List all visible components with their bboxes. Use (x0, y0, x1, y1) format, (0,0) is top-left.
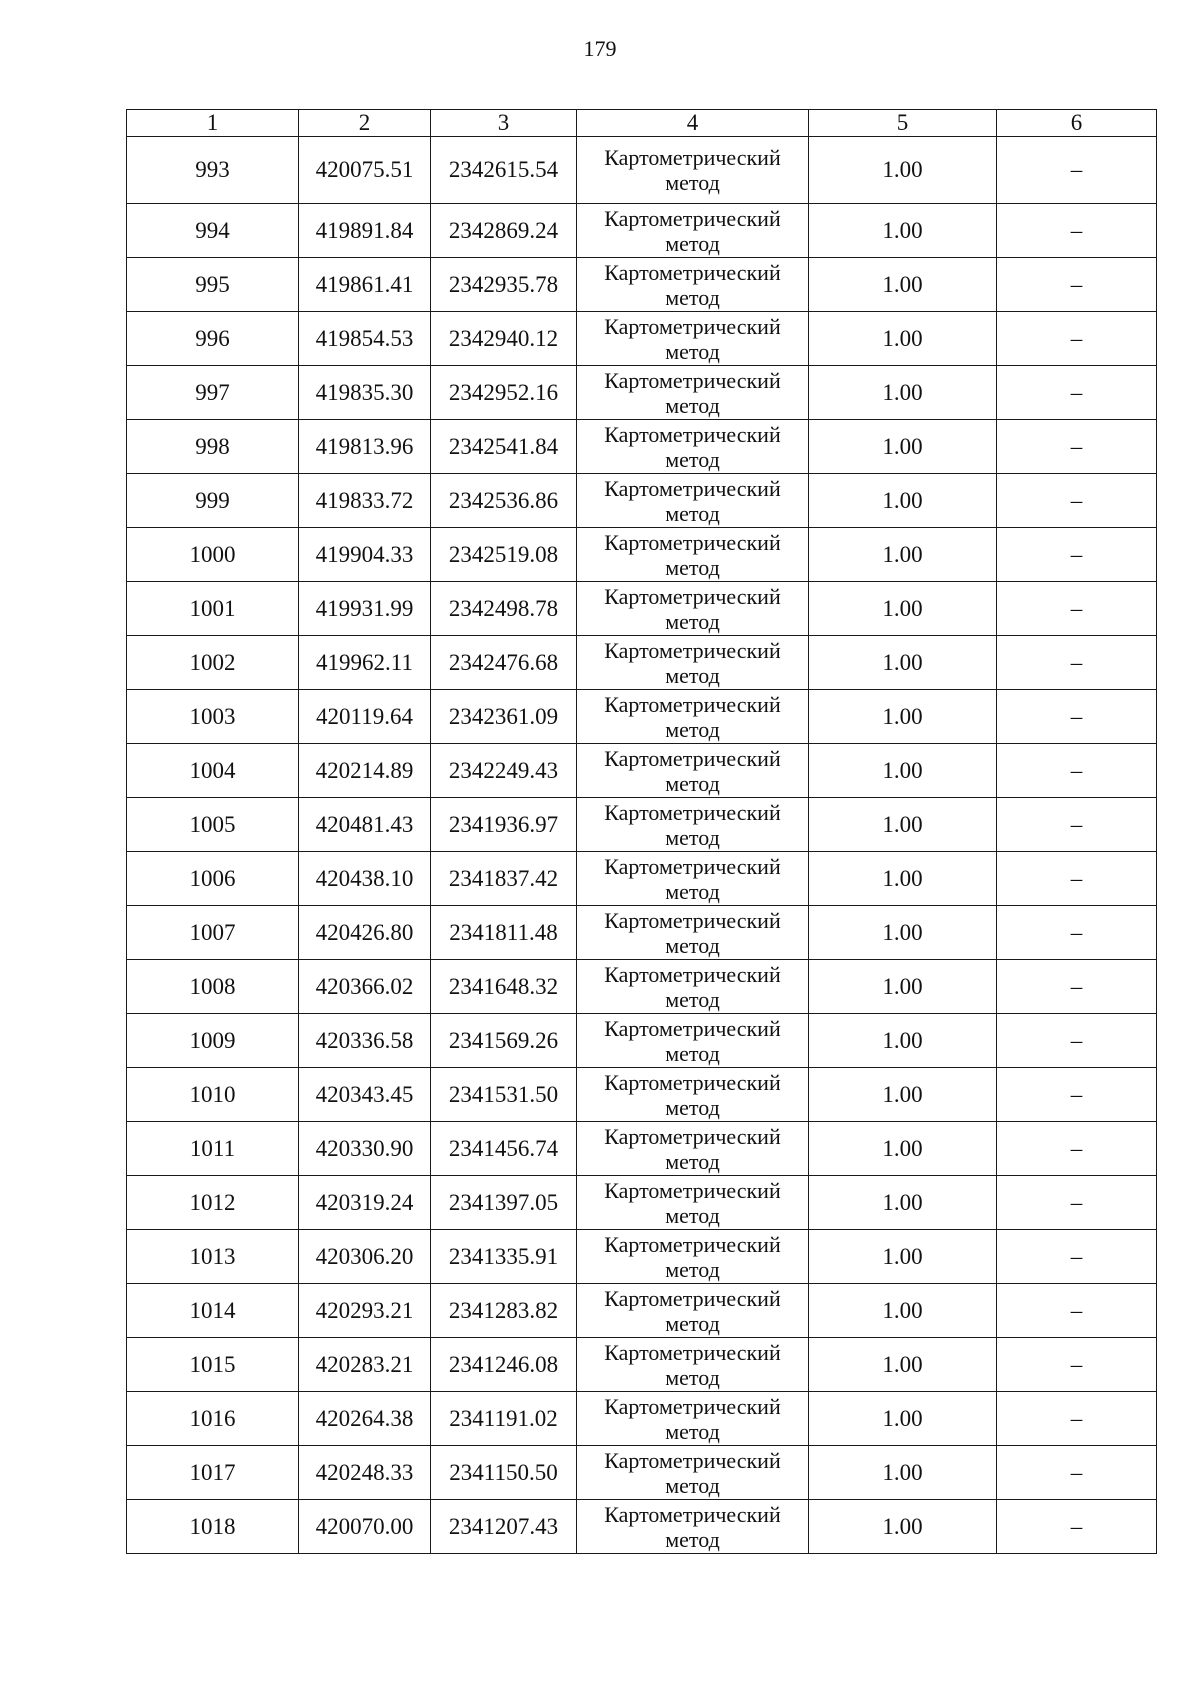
accuracy-cell: 1.00 (809, 528, 997, 582)
y-coordinate-cell: 2342519.08 (431, 528, 577, 582)
y-coordinate-cell: 2341207.43 (431, 1500, 577, 1554)
method-line-1: Картометрический (604, 259, 781, 285)
method-line-1: Картометрический (604, 313, 781, 339)
note-cell: – (997, 690, 1157, 744)
method-cell (577, 1500, 809, 1554)
note-cell: – (997, 1122, 1157, 1176)
x-coordinate-cell: 419861.41 (299, 258, 431, 312)
method-line-2: метод (665, 770, 720, 796)
point-number-cell: 1009 (127, 1014, 299, 1068)
accuracy-cell: 1.00 (809, 1338, 997, 1392)
y-coordinate-cell: 2341569.26 (431, 1014, 577, 1068)
header-col-2: 2 (299, 110, 431, 137)
method-line-2: метод (665, 1472, 720, 1498)
point-number-cell: 999 (127, 474, 299, 528)
table-row (127, 960, 1157, 1014)
method-line-2: метод (665, 1364, 720, 1390)
y-coordinate-cell: 2341150.50 (431, 1446, 577, 1500)
table-row (127, 690, 1157, 744)
table-row (127, 137, 1157, 204)
table-body (127, 137, 1157, 1554)
accuracy-cell: 1.00 (809, 1446, 997, 1500)
table-row (127, 852, 1157, 906)
note-cell: – (997, 1392, 1157, 1446)
method-cell (577, 1014, 809, 1068)
method-line-2: метод (665, 170, 720, 195)
method-line-1: Картометрический (604, 853, 781, 879)
table-row (127, 528, 1157, 582)
x-coordinate-cell: 420119.64 (299, 690, 431, 744)
y-coordinate-cell: 2342541.84 (431, 420, 577, 474)
point-number-cell: 1004 (127, 744, 299, 798)
note-cell: – (997, 1500, 1157, 1554)
accuracy-cell: 1.00 (809, 137, 997, 204)
method-line-2: метод (665, 878, 720, 904)
accuracy-cell: 1.00 (809, 1284, 997, 1338)
y-coordinate-cell: 2341456.74 (431, 1122, 577, 1176)
header-col-6: 6 (997, 110, 1157, 137)
y-coordinate-cell: 2341837.42 (431, 852, 577, 906)
method-line-2: метод (665, 1418, 720, 1444)
x-coordinate-cell: 419835.30 (299, 366, 431, 420)
method-line-1: Картометрический (604, 745, 781, 771)
method-line-2: метод (665, 716, 720, 742)
accuracy-cell: 1.00 (809, 798, 997, 852)
point-number-cell: 1011 (127, 1122, 299, 1176)
point-number-cell: 994 (127, 204, 299, 258)
accuracy-cell: 1.00 (809, 960, 997, 1014)
method-cell (577, 1284, 809, 1338)
method-line-1: Картометрический (604, 637, 781, 663)
page-number: 179 (583, 36, 617, 61)
method-line-2: метод (665, 608, 720, 634)
x-coordinate-cell: 420214.89 (299, 744, 431, 798)
method-line-1: Картометрический (604, 583, 781, 609)
coordinates-table (126, 109, 1157, 1554)
accuracy-cell: 1.00 (809, 636, 997, 690)
method-line-2: метод (665, 284, 720, 310)
point-number-cell: 1001 (127, 582, 299, 636)
x-coordinate-cell: 420336.58 (299, 1014, 431, 1068)
x-coordinate-cell: 420319.24 (299, 1176, 431, 1230)
method-cell (577, 258, 809, 312)
point-number-cell: 996 (127, 312, 299, 366)
table-row (127, 582, 1157, 636)
table-row (127, 798, 1157, 852)
method-line-1: Картометрический (604, 1393, 781, 1419)
x-coordinate-cell: 420343.45 (299, 1068, 431, 1122)
method-line-1: Картометрический (604, 1339, 781, 1365)
method-line-1: Картометрический (604, 367, 781, 393)
point-number-cell: 1013 (127, 1230, 299, 1284)
accuracy-cell: 1.00 (809, 582, 997, 636)
method-line-2: метод (665, 1526, 720, 1552)
y-coordinate-cell: 2341283.82 (431, 1284, 577, 1338)
method-line-1: Картометрический (604, 961, 781, 987)
method-cell (577, 312, 809, 366)
y-coordinate-cell: 2341531.50 (431, 1068, 577, 1122)
accuracy-cell: 1.00 (809, 852, 997, 906)
x-coordinate-cell: 419854.53 (299, 312, 431, 366)
note-cell: – (997, 960, 1157, 1014)
method-line-2: метод (665, 1256, 720, 1282)
note-cell: – (997, 528, 1157, 582)
method-line-2: метод (665, 1094, 720, 1120)
accuracy-cell: 1.00 (809, 366, 997, 420)
point-number-cell: 1000 (127, 528, 299, 582)
method-cell (577, 1446, 809, 1500)
header-col-5: 5 (809, 110, 997, 137)
method-cell (577, 204, 809, 258)
table-row (127, 1446, 1157, 1500)
method-cell (577, 474, 809, 528)
table-row (127, 1500, 1157, 1554)
method-line-1: Картометрический (604, 145, 781, 170)
table-row (127, 258, 1157, 312)
y-coordinate-cell: 2341397.05 (431, 1176, 577, 1230)
x-coordinate-cell: 420070.00 (299, 1500, 431, 1554)
x-coordinate-cell: 420426.80 (299, 906, 431, 960)
x-coordinate-cell: 420264.38 (299, 1392, 431, 1446)
x-coordinate-cell: 420075.51 (299, 137, 431, 204)
method-line-1: Картометрический (604, 1069, 781, 1095)
accuracy-cell: 1.00 (809, 690, 997, 744)
x-coordinate-cell: 419931.99 (299, 582, 431, 636)
note-cell: – (997, 744, 1157, 798)
method-line-2: метод (665, 932, 720, 958)
method-line-2: метод (665, 446, 720, 472)
header-col-1: 1 (127, 110, 299, 137)
method-line-2: метод (665, 554, 720, 580)
table-row (127, 1284, 1157, 1338)
x-coordinate-cell: 420293.21 (299, 1284, 431, 1338)
x-coordinate-cell: 420481.43 (299, 798, 431, 852)
note-cell: – (997, 1014, 1157, 1068)
point-number-cell: 998 (127, 420, 299, 474)
point-number-cell: 1008 (127, 960, 299, 1014)
method-line-2: метод (665, 1202, 720, 1228)
y-coordinate-cell: 2342476.68 (431, 636, 577, 690)
note-cell: – (997, 1338, 1157, 1392)
y-coordinate-cell: 2342615.54 (431, 137, 577, 204)
method-cell (577, 1338, 809, 1392)
header-row (127, 110, 1157, 137)
method-line-1: Картометрический (604, 1015, 781, 1041)
note-cell: – (997, 312, 1157, 366)
point-number-cell: 1015 (127, 1338, 299, 1392)
note-cell: – (997, 582, 1157, 636)
note-cell: – (997, 420, 1157, 474)
point-number-cell: 1017 (127, 1446, 299, 1500)
method-line-2: метод (665, 500, 720, 526)
method-cell (577, 1230, 809, 1284)
method-line-1: Картометрический (604, 1285, 781, 1311)
note-cell: – (997, 852, 1157, 906)
table-row (127, 1230, 1157, 1284)
table-row (127, 1014, 1157, 1068)
point-number-cell: 1010 (127, 1068, 299, 1122)
x-coordinate-cell: 420330.90 (299, 1122, 431, 1176)
accuracy-cell: 1.00 (809, 420, 997, 474)
point-number-cell: 1007 (127, 906, 299, 960)
table-row (127, 312, 1157, 366)
table-row (127, 906, 1157, 960)
table-row (127, 366, 1157, 420)
point-number-cell: 997 (127, 366, 299, 420)
note-cell: – (997, 1284, 1157, 1338)
y-coordinate-cell: 2342952.16 (431, 366, 577, 420)
method-line-1: Картометрический (604, 205, 781, 231)
x-coordinate-cell: 420248.33 (299, 1446, 431, 1500)
x-coordinate-cell: 419813.96 (299, 420, 431, 474)
note-cell: – (997, 1446, 1157, 1500)
method-cell (577, 1176, 809, 1230)
method-line-2: метод (665, 338, 720, 364)
table-row (127, 1392, 1157, 1446)
x-coordinate-cell: 419962.11 (299, 636, 431, 690)
note-cell: – (997, 258, 1157, 312)
point-number-cell: 1005 (127, 798, 299, 852)
method-cell (577, 137, 809, 204)
note-cell: – (997, 1176, 1157, 1230)
method-line-2: метод (665, 392, 720, 418)
method-line-1: Картометрический (604, 529, 781, 555)
note-cell: – (997, 137, 1157, 204)
accuracy-cell: 1.00 (809, 1122, 997, 1176)
method-line-2: метод (665, 1148, 720, 1174)
method-cell (577, 744, 809, 798)
accuracy-cell: 1.00 (809, 1392, 997, 1446)
point-number-cell: 1016 (127, 1392, 299, 1446)
x-coordinate-cell: 420366.02 (299, 960, 431, 1014)
method-cell (577, 1068, 809, 1122)
accuracy-cell: 1.00 (809, 1230, 997, 1284)
method-line-2: метод (665, 1310, 720, 1336)
method-line-1: Картометрический (604, 1501, 781, 1527)
accuracy-cell: 1.00 (809, 744, 997, 798)
y-coordinate-cell: 2341191.02 (431, 1392, 577, 1446)
method-line-1: Картометрический (604, 799, 781, 825)
accuracy-cell: 1.00 (809, 258, 997, 312)
accuracy-cell: 1.00 (809, 1014, 997, 1068)
method-cell (577, 906, 809, 960)
method-cell (577, 1392, 809, 1446)
method-line-1: Картометрический (604, 1231, 781, 1257)
method-cell (577, 690, 809, 744)
x-coordinate-cell: 420306.20 (299, 1230, 431, 1284)
point-number-cell: 1012 (127, 1176, 299, 1230)
table-row (127, 1338, 1157, 1392)
table-row (127, 744, 1157, 798)
method-line-1: Картометрический (604, 1447, 781, 1473)
table-row (127, 420, 1157, 474)
accuracy-cell: 1.00 (809, 1500, 997, 1554)
accuracy-cell: 1.00 (809, 1176, 997, 1230)
accuracy-cell: 1.00 (809, 204, 997, 258)
method-line-2: метод (665, 1040, 720, 1066)
method-line-2: метод (665, 230, 720, 256)
method-cell (577, 636, 809, 690)
note-cell: – (997, 204, 1157, 258)
header-col-4: 4 (577, 110, 809, 137)
point-number-cell: 1003 (127, 690, 299, 744)
y-coordinate-cell: 2341811.48 (431, 906, 577, 960)
note-cell: – (997, 636, 1157, 690)
x-coordinate-cell: 419904.33 (299, 528, 431, 582)
method-cell (577, 852, 809, 906)
note-cell: – (997, 798, 1157, 852)
point-number-cell: 995 (127, 258, 299, 312)
accuracy-cell: 1.00 (809, 474, 997, 528)
header-col-3: 3 (431, 110, 577, 137)
method-cell (577, 582, 809, 636)
method-line-1: Картометрический (604, 475, 781, 501)
y-coordinate-cell: 2342536.86 (431, 474, 577, 528)
point-number-cell: 1006 (127, 852, 299, 906)
method-cell (577, 420, 809, 474)
method-line-1: Картометрический (604, 907, 781, 933)
point-number-cell: 1002 (127, 636, 299, 690)
method-line-1: Картометрический (604, 691, 781, 717)
point-number-cell: 993 (127, 137, 299, 204)
method-cell (577, 960, 809, 1014)
x-coordinate-cell: 419891.84 (299, 204, 431, 258)
y-coordinate-cell: 2342935.78 (431, 258, 577, 312)
y-coordinate-cell: 2341936.97 (431, 798, 577, 852)
note-cell: – (997, 1230, 1157, 1284)
method-cell (577, 366, 809, 420)
table-row (127, 204, 1157, 258)
accuracy-cell: 1.00 (809, 1068, 997, 1122)
accuracy-cell: 1.00 (809, 906, 997, 960)
note-cell: – (997, 474, 1157, 528)
table-row (127, 1068, 1157, 1122)
method-line-2: метод (665, 662, 720, 688)
table-header (127, 110, 1157, 137)
method-line-2: метод (665, 986, 720, 1012)
method-line-1: Картометрический (604, 421, 781, 447)
y-coordinate-cell: 2342869.24 (431, 204, 577, 258)
x-coordinate-cell: 420438.10 (299, 852, 431, 906)
table-row (127, 1122, 1157, 1176)
y-coordinate-cell: 2342498.78 (431, 582, 577, 636)
method-cell (577, 798, 809, 852)
table-row (127, 474, 1157, 528)
method-line-2: метод (665, 824, 720, 850)
y-coordinate-cell: 2341335.91 (431, 1230, 577, 1284)
y-coordinate-cell: 2342940.12 (431, 312, 577, 366)
y-coordinate-cell: 2341648.32 (431, 960, 577, 1014)
point-number-cell: 1018 (127, 1500, 299, 1554)
x-coordinate-cell: 420283.21 (299, 1338, 431, 1392)
note-cell: – (997, 1068, 1157, 1122)
method-cell (577, 528, 809, 582)
method-line-1: Картометрический (604, 1123, 781, 1149)
note-cell: – (997, 906, 1157, 960)
y-coordinate-cell: 2342361.09 (431, 690, 577, 744)
x-coordinate-cell: 419833.72 (299, 474, 431, 528)
note-cell: – (997, 366, 1157, 420)
y-coordinate-cell: 2341246.08 (431, 1338, 577, 1392)
accuracy-cell: 1.00 (809, 312, 997, 366)
y-coordinate-cell: 2342249.43 (431, 744, 577, 798)
table-row (127, 1176, 1157, 1230)
point-number-cell: 1014 (127, 1284, 299, 1338)
method-cell (577, 1122, 809, 1176)
method-line-1: Картометрический (604, 1177, 781, 1203)
table-row (127, 636, 1157, 690)
